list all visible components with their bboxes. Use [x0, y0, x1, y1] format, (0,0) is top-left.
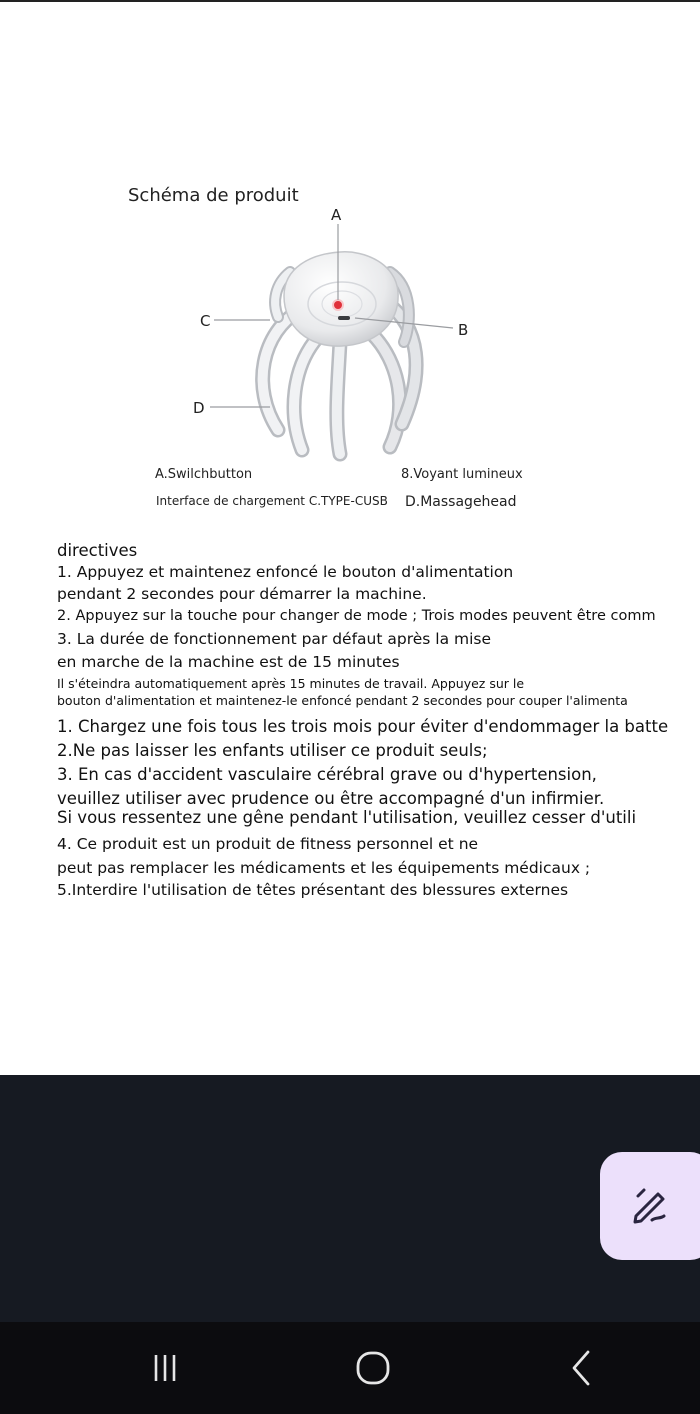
instruction-line: 1. Appuyez et maintenez enfoncé le bouton d'alimentation [57, 563, 514, 581]
instruction-line: en marche de la machine est de 15 minutes [57, 653, 400, 671]
instruction-line: 5.Interdire l'utilisation de têtes présentant des blessures externes [57, 881, 569, 899]
back-icon [564, 1348, 598, 1388]
caption-charging: Interface de chargement C.TYPE-CUSB [156, 494, 388, 508]
caption-indicator: 8.Voyant lumineux [401, 467, 523, 482]
back-button[interactable] [536, 1322, 626, 1414]
home-button[interactable] [328, 1322, 418, 1414]
instruction-line: 2.Ne pas laisser les enfants utiliser ce produit seuls; [57, 741, 488, 760]
label-a: A [331, 206, 342, 224]
instruction-line: pendant 2 secondes pour démarrer la machine. [57, 585, 427, 603]
pen-edit-icon [630, 1186, 670, 1226]
device-head [284, 252, 398, 346]
dark-panel [0, 1075, 700, 1322]
label-d: D [193, 399, 205, 417]
caption-massagehead: D.Massagehead [405, 494, 517, 510]
edit-button[interactable] [600, 1152, 700, 1260]
instruction-line: 3. En cas d'accident vasculaire cérébral grave ou d'hypertension, [57, 765, 597, 784]
switch-button-indicator [333, 300, 343, 310]
label-c: C [200, 312, 211, 330]
indicator-light [338, 316, 350, 320]
caption-switch-button: A.Swilchbutton [155, 467, 253, 482]
instruction-line: 4. Ce produit est un produit de fitness personnel et ne [57, 835, 479, 853]
label-b: B [458, 321, 469, 339]
diagram-title: Schéma de produit [128, 185, 299, 206]
home-icon [353, 1348, 393, 1388]
product-diagram [150, 192, 550, 472]
recent-apps-icon [148, 1351, 182, 1385]
navigation-bar [0, 1322, 700, 1414]
recent-apps-button[interactable] [120, 1322, 210, 1414]
instructions-heading: directives [57, 541, 138, 560]
instruction-line: peut pas remplacer les médicaments et les équipements médicaux ; [57, 859, 591, 877]
instruction-line: Si vous ressentez une gêne pendant l'utilisation, veuillez cesser d'utili [57, 808, 637, 827]
instruction-line: veuillez utiliser avec prudence ou être accompagné d'un infirmier. [57, 789, 605, 808]
instruction-line: bouton d'alimentation et maintenez-le enfoncé pendant 2 secondes pour couper l'alimenta [57, 693, 628, 708]
instruction-line: Il s'éteindra automatiquement après 15 minutes de travail. Appuyez sur le [57, 676, 525, 691]
instruction-line: 2. Appuyez sur la touche pour changer de mode ; Trois modes peuvent être comm [57, 608, 656, 624]
instruction-line: 1. Chargez une fois tous les trois mois pour éviter d'endommager la batte [57, 717, 669, 736]
instruction-line: 3. La durée de fonctionnement par défaut après la mise [57, 630, 492, 648]
